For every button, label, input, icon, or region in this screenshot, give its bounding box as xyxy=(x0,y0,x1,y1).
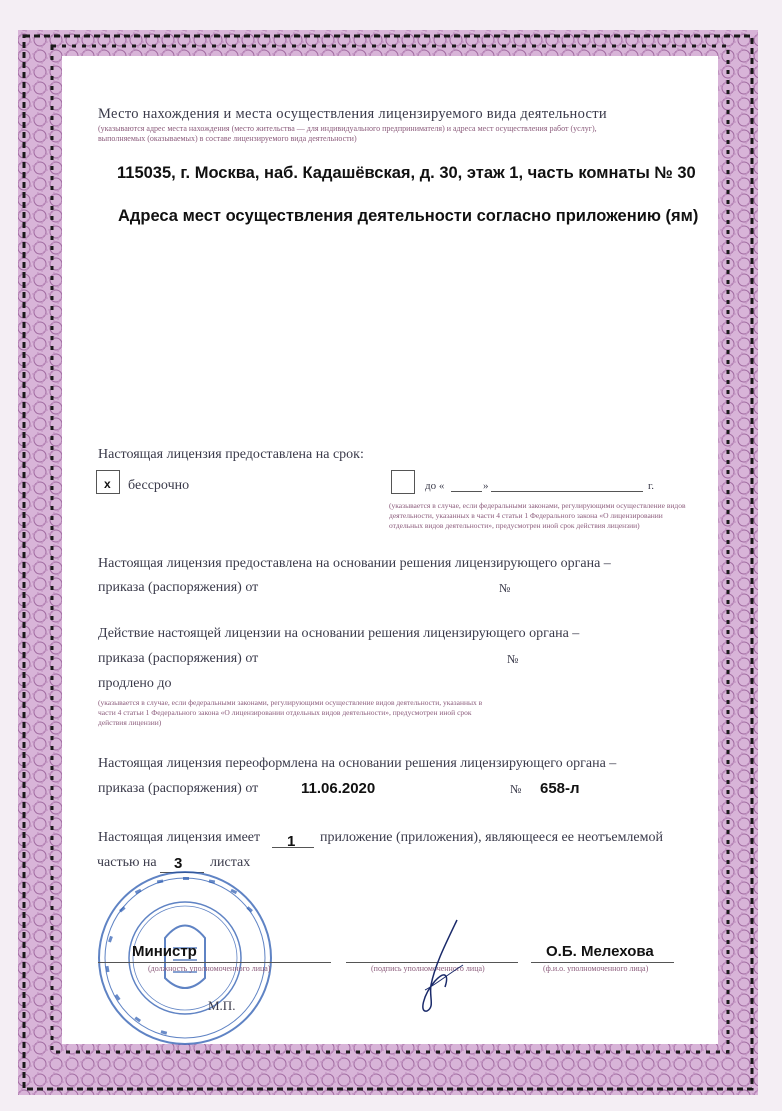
until-day-line xyxy=(451,491,482,492)
until-note: (указывается в случае, если федеральными законами, регулирующими осуществление видов деятельности, указанных в части 4 статьи 1 Федерального закона «О лицензировании отдельных видов деятельности», предусмотрен иной срок действия лицензии) xyxy=(389,501,686,530)
annex-prefix: Настоящая лицензия имеет xyxy=(98,830,261,845)
annex-line2-suffix: листах xyxy=(210,855,251,870)
signer-position: Министр xyxy=(132,943,197,960)
heading-note-1: (указываются адрес места нахождения (место жительства — для индивидуального предпринимателя) и адреса мест осуществления работ (услуг), xyxy=(98,124,597,133)
places-text: Адреса мест осуществления деятельности согласно приложению (ям) xyxy=(118,207,699,225)
until-prefix: до « xyxy=(425,480,445,492)
basis-no: № xyxy=(499,581,511,595)
basis-line-1: Настоящая лицензия предоставлена на основании решения лицензирующего органа – xyxy=(98,556,611,571)
reissue-no: № xyxy=(510,782,522,796)
until-checkbox[interactable] xyxy=(391,470,415,494)
until-suffix: г. xyxy=(648,480,655,492)
until-month-line xyxy=(491,491,643,492)
position-line xyxy=(98,962,331,963)
reissue-line-1: Настоящая лицензия переоформлена на основании решения лицензирующего органа – xyxy=(98,756,617,771)
term-label: Настоящая лицензия предоставлена на срок: xyxy=(98,447,364,462)
indefinite-label: бессрочно xyxy=(128,478,190,493)
indefinite-checkbox[interactable] xyxy=(96,470,120,494)
annex-line2-prefix: частью на xyxy=(97,855,157,870)
reissue-line-2: приказа (распоряжения) от xyxy=(98,781,259,796)
extension-line-2: приказа (распоряжения) от xyxy=(98,651,259,666)
handwritten-signature-icon xyxy=(405,915,475,1015)
position-caption: (должность уполномоченного лица) xyxy=(148,964,271,973)
extension-line-3: продлено до xyxy=(98,676,172,691)
annex-sheets: 3 xyxy=(174,855,183,872)
reissue-date: 11.06.2020 xyxy=(301,780,376,797)
seal-label: М.П. xyxy=(208,998,236,1013)
extension-note: (указывается в случае, если федеральными законами, регулирующими осуществление видов деятельности, указанных в части 4 статьи 1 Федерального закона «О лицензировании отдельных видов деятельности», предусмотрен иной срок действия лицензии) xyxy=(98,698,483,727)
checkbox-mark: x xyxy=(104,477,111,491)
extension-no: № xyxy=(507,652,519,666)
heading-line: Место нахождения и места осуществления лицензируемого вида деятельности xyxy=(98,106,607,122)
signer-name: О.Б. Мелехова xyxy=(546,943,654,960)
heading-note-2: выполняемых (оказываемых) в составе лицензируемого вида деятельности) xyxy=(98,134,357,143)
basis-line-2: приказа (распоряжения) от xyxy=(98,580,259,595)
until-mid: » xyxy=(483,480,489,492)
annex-suffix: приложение (приложения), являющееся ее неотъемлемой xyxy=(320,830,663,845)
name-caption: (ф.и.о. уполномоченного лица) xyxy=(543,964,649,973)
reissue-number: 658-л xyxy=(540,780,580,797)
name-line xyxy=(531,962,674,963)
signature-caption: (подпись уполномоченного лица) xyxy=(371,964,485,973)
extension-line-1: Действие настоящей лицензии на основании решения лицензирующего органа – xyxy=(98,626,580,641)
annex-count: 1 xyxy=(287,833,296,850)
address-text: 115035, г. Москва, наб. Кадашёвская, д. 30, этаж 1, часть комнаты № 30 xyxy=(117,164,696,182)
